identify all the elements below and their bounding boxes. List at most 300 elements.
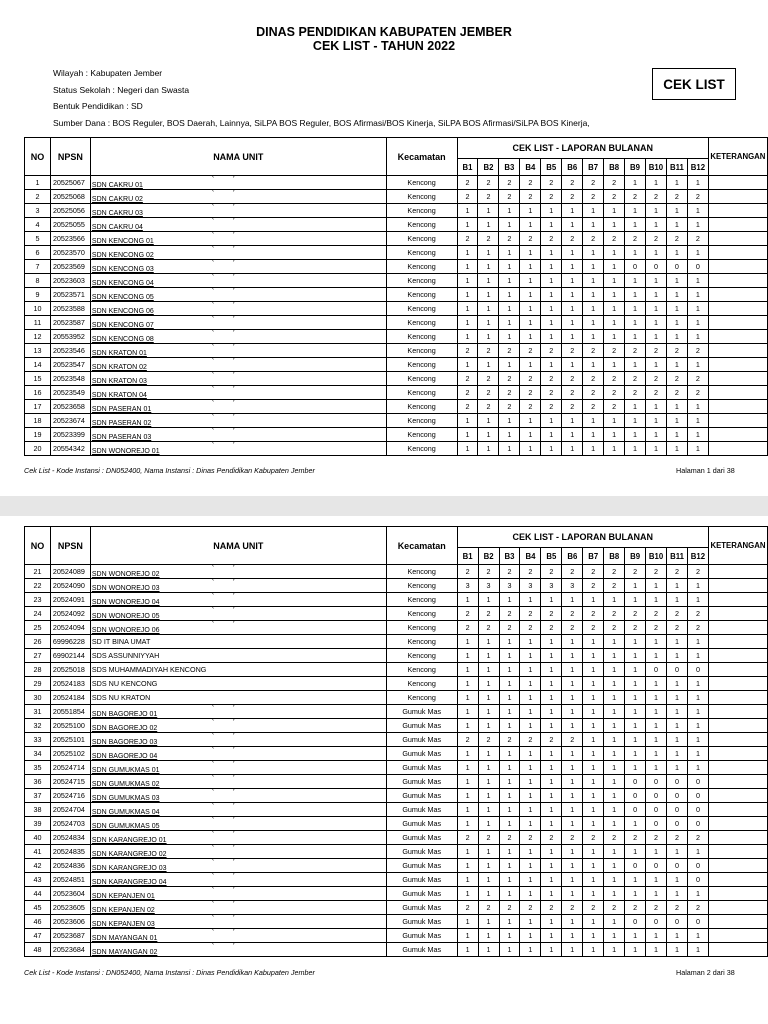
row-value-b4: 2 (520, 607, 541, 621)
unit-name: SDN PASERAN 01 (91, 406, 152, 413)
row-value-b3: 1 (499, 915, 520, 929)
unit-prefix (92, 316, 310, 320)
row-value-b4: 1 (520, 218, 541, 232)
row-value-b11: 1 (666, 288, 687, 302)
col-month-b5: B5 (541, 548, 562, 565)
row-nama-unit (90, 747, 386, 761)
row-value-b11: 1 (666, 302, 687, 316)
row-value-b2: 1 (478, 288, 499, 302)
row-value-b9: 2 (625, 607, 646, 621)
row-value-b9: 1 (625, 817, 646, 831)
row-keterangan (708, 232, 767, 246)
col-kecamatan: Kecamatan (386, 527, 457, 565)
row-kecamatan: Gumuk Mas (386, 929, 457, 943)
row-value-b10: 1 (646, 649, 667, 663)
row-value-b9: 1 (625, 873, 646, 887)
row-value-b5: 1 (541, 330, 562, 344)
row-nama-unit (90, 705, 386, 719)
row-value-b12: 2 (687, 386, 708, 400)
col-month-b10: B10 (646, 548, 667, 565)
row-kecamatan: Kencong (386, 677, 457, 691)
row-npsn: 20523587 (50, 316, 90, 330)
row-value-b10: 1 (646, 845, 667, 859)
row-value-b3: 1 (499, 677, 520, 691)
row-value-b12: 0 (687, 775, 708, 789)
row-kecamatan: Gumuk Mas (386, 943, 457, 957)
unit-name: SDN KARANGREJO 03 (91, 865, 167, 872)
row-value-b2: 2 (478, 901, 499, 915)
row-value-b7: 1 (583, 204, 604, 218)
row-value-b10: 1 (646, 691, 667, 705)
row-value-b12: 1 (687, 316, 708, 330)
row-value-b9: 1 (625, 302, 646, 316)
row-value-b6: 1 (562, 218, 583, 232)
row-no: 11 (25, 316, 51, 330)
row-value-b1: 1 (457, 915, 478, 929)
row-value-b7: 2 (583, 232, 604, 246)
row-value-b12: 0 (687, 260, 708, 274)
row-value-b1: 2 (457, 232, 478, 246)
row-value-b9: 1 (625, 733, 646, 747)
row-value-b11: 2 (667, 607, 688, 621)
row-value-b1: 1 (457, 719, 478, 733)
row-npsn: 20525067 (50, 176, 90, 190)
row-keterangan (708, 691, 767, 705)
row-nama-unit (90, 386, 386, 400)
row-nama-unit (90, 246, 386, 260)
row-nama-unit (90, 593, 386, 607)
col-month-b6: B6 (562, 548, 583, 565)
row-value-b7: 2 (583, 901, 604, 915)
unit-name: SDN BAGOREJO 03 (91, 739, 158, 746)
row-value-b1: 1 (457, 705, 478, 719)
unit-prefix (92, 190, 310, 194)
row-value-b10: 1 (645, 428, 666, 442)
row-nama-unit (90, 358, 386, 372)
row-npsn: 20524090 (50, 579, 90, 593)
row-value-b2: 1 (478, 845, 499, 859)
checklist-table-page-2 (24, 526, 768, 957)
row-value-b11: 2 (666, 232, 687, 246)
row-value-b10: 1 (645, 316, 666, 330)
row-value-b5: 1 (541, 677, 562, 691)
table-row (25, 775, 768, 789)
table-row (25, 817, 768, 831)
row-nama-unit (90, 579, 386, 593)
row-nama-unit (90, 887, 386, 901)
row-value-b8: 1 (604, 274, 625, 288)
row-value-b2: 1 (478, 246, 499, 260)
row-value-b6: 1 (562, 635, 583, 649)
row-npsn: 20525068 (50, 190, 90, 204)
checklist-table-page-1 (24, 137, 768, 456)
row-npsn: 20523687 (50, 929, 90, 943)
unit-prefix (92, 705, 310, 709)
row-value-b9: 1 (625, 274, 646, 288)
row-kecamatan: Gumuk Mas (386, 705, 457, 719)
row-value-b6: 1 (562, 442, 583, 456)
row-npsn: 20524091 (50, 593, 90, 607)
row-value-b4: 2 (520, 344, 541, 358)
row-value-b6: 1 (562, 747, 583, 761)
row-value-b12: 1 (687, 579, 708, 593)
unit-name: SDN KEPANJEN 01 (91, 893, 155, 900)
row-value-b3: 1 (499, 663, 520, 677)
row-value-b4: 1 (520, 789, 541, 803)
row-value-b4: 1 (520, 358, 541, 372)
row-value-b8: 2 (604, 232, 625, 246)
row-npsn: 20523549 (50, 386, 90, 400)
row-kecamatan: Kencong (386, 204, 457, 218)
row-value-b11: 1 (667, 579, 688, 593)
row-value-b9: 1 (625, 943, 646, 957)
info-sumber-dana: Sumber Dana : BOS Reguler, BOS Daerah, Lainnya, SiLPA BOS Reguler, BOS Afirmasi/BOS Kinerja, SiLPA BOS Afirmasi/SiLPA BOS Kinerja, (53, 118, 590, 128)
col-nama-unit: NAMA UNIT (90, 527, 386, 565)
row-value-b1: 1 (457, 442, 478, 456)
row-value-b5: 1 (541, 691, 562, 705)
row-value-b8: 1 (604, 859, 625, 873)
row-value-b2: 1 (478, 316, 499, 330)
row-value-b6: 1 (562, 330, 583, 344)
row-value-b5: 2 (541, 232, 562, 246)
unit-prefix (92, 831, 310, 835)
row-value-b10: 2 (645, 386, 666, 400)
row-value-b4: 2 (520, 386, 541, 400)
row-kecamatan: Kencong (386, 190, 457, 204)
unit-prefix (92, 803, 310, 807)
table-row (25, 677, 768, 691)
row-value-b12: 1 (687, 204, 708, 218)
unit-prefix (92, 372, 310, 376)
row-value-b10: 2 (645, 232, 666, 246)
row-keterangan (708, 386, 767, 400)
row-value-b7: 1 (583, 246, 604, 260)
row-value-b1: 1 (457, 803, 478, 817)
row-kecamatan: Gumuk Mas (386, 775, 457, 789)
unit-name: SDN WONOREJO 06 (91, 627, 160, 634)
row-npsn: 20523605 (50, 901, 90, 915)
row-npsn: 20524716 (50, 789, 90, 803)
row-keterangan (708, 358, 767, 372)
row-keterangan (708, 414, 767, 428)
row-value-b8: 2 (604, 190, 625, 204)
row-no: 15 (25, 372, 51, 386)
unit-name: SDN WONOREJO 02 (91, 571, 160, 578)
row-value-b4: 1 (520, 677, 541, 691)
row-value-b5: 1 (541, 859, 562, 873)
row-value-b7: 1 (583, 635, 604, 649)
row-npsn: 69996228 (50, 635, 90, 649)
table-row (25, 915, 768, 929)
row-value-b5: 2 (541, 831, 562, 845)
row-value-b10: 0 (646, 915, 667, 929)
row-value-b11: 1 (667, 649, 688, 663)
unit-prefix (92, 887, 310, 891)
row-value-b9: 1 (625, 761, 646, 775)
table-row (25, 372, 768, 386)
row-value-b10: 1 (646, 873, 667, 887)
row-no: 19 (25, 428, 51, 442)
row-value-b9: 1 (625, 204, 646, 218)
row-value-b12: 0 (687, 817, 708, 831)
row-value-b7: 1 (583, 845, 604, 859)
row-value-b11: 2 (667, 901, 688, 915)
row-value-b6: 2 (562, 831, 583, 845)
row-value-b11: 0 (667, 775, 688, 789)
row-nama-unit (90, 691, 386, 705)
row-nama-unit (90, 775, 386, 789)
row-value-b9: 1 (625, 747, 646, 761)
row-value-b12: 1 (687, 705, 708, 719)
row-value-b9: 1 (625, 929, 646, 943)
row-value-b3: 1 (499, 635, 520, 649)
row-value-b5: 1 (541, 414, 562, 428)
row-value-b12: 1 (687, 428, 708, 442)
row-value-b3: 1 (499, 330, 520, 344)
unit-prefix (92, 246, 310, 250)
row-value-b7: 1 (583, 775, 604, 789)
row-value-b4: 2 (520, 621, 541, 635)
row-value-b11: 2 (667, 621, 688, 635)
row-value-b3: 1 (499, 204, 520, 218)
row-no: 12 (25, 330, 51, 344)
row-value-b12: 0 (687, 789, 708, 803)
row-no: 45 (25, 901, 51, 915)
row-no: 25 (25, 621, 51, 635)
row-value-b1: 1 (457, 316, 478, 330)
col-month-b10: B10 (645, 159, 666, 176)
row-nama-unit (90, 859, 386, 873)
row-value-b1: 1 (457, 593, 478, 607)
row-nama-unit (90, 677, 386, 691)
table-row (25, 414, 768, 428)
table-row (25, 803, 768, 817)
row-no: 8 (25, 274, 51, 288)
col-no: NO (25, 138, 51, 176)
row-nama-unit (90, 176, 386, 190)
row-value-b9: 0 (625, 859, 646, 873)
row-value-b6: 1 (562, 677, 583, 691)
row-value-b12: 1 (687, 929, 708, 943)
row-no: 31 (25, 705, 51, 719)
row-value-b11: 1 (667, 635, 688, 649)
row-value-b8: 1 (604, 915, 625, 929)
row-value-b7: 2 (583, 344, 604, 358)
row-value-b1: 1 (457, 414, 478, 428)
row-kecamatan: Kencong (386, 621, 457, 635)
row-value-b10: 1 (645, 176, 666, 190)
row-no: 22 (25, 579, 51, 593)
row-value-b9: 1 (625, 176, 646, 190)
col-month-b8: B8 (604, 159, 625, 176)
row-value-b5: 1 (541, 260, 562, 274)
row-value-b6: 1 (562, 691, 583, 705)
row-kecamatan: Gumuk Mas (386, 915, 457, 929)
row-value-b3: 1 (499, 274, 520, 288)
row-npsn: 20524714 (50, 761, 90, 775)
row-value-b12: 0 (687, 803, 708, 817)
row-keterangan (708, 218, 767, 232)
row-value-b2: 1 (478, 442, 499, 456)
row-value-b1: 1 (457, 859, 478, 873)
row-no: 5 (25, 232, 51, 246)
unit-prefix (92, 845, 310, 849)
row-value-b1: 1 (457, 358, 478, 372)
row-value-b1: 1 (457, 929, 478, 943)
row-value-b9: 1 (625, 400, 646, 414)
row-value-b2: 1 (478, 428, 499, 442)
row-keterangan (708, 775, 767, 789)
row-value-b12: 2 (687, 344, 708, 358)
row-value-b2: 2 (478, 607, 499, 621)
row-keterangan (708, 400, 767, 414)
row-value-b9: 1 (625, 705, 646, 719)
row-value-b2: 1 (478, 302, 499, 316)
row-value-b6: 1 (562, 663, 583, 677)
row-npsn: 20525055 (50, 218, 90, 232)
row-value-b8: 1 (604, 635, 625, 649)
row-value-b3: 1 (499, 747, 520, 761)
row-kecamatan: Kencong (386, 400, 457, 414)
row-value-b12: 1 (687, 733, 708, 747)
row-value-b2: 1 (478, 593, 499, 607)
row-npsn: 20525100 (50, 719, 90, 733)
row-value-b2: 2 (478, 344, 499, 358)
row-value-b5: 1 (541, 274, 562, 288)
row-value-b8: 1 (604, 204, 625, 218)
unit-prefix (92, 915, 310, 919)
row-value-b6: 1 (562, 775, 583, 789)
row-value-b1: 1 (457, 635, 478, 649)
row-value-b10: 1 (646, 887, 667, 901)
row-value-b10: 0 (646, 789, 667, 803)
row-value-b4: 2 (520, 733, 541, 747)
row-nama-unit (90, 761, 386, 775)
unit-name: SDN KEPANJEN 03 (91, 921, 155, 928)
row-value-b7: 1 (583, 442, 604, 456)
row-kecamatan: Kencong (386, 565, 457, 579)
table-row (25, 316, 768, 330)
row-no: 18 (25, 414, 51, 428)
unit-name: SDN KENCONG 02 (91, 252, 154, 259)
row-npsn: 20524836 (50, 859, 90, 873)
row-npsn: 20523546 (50, 344, 90, 358)
row-value-b6: 1 (562, 943, 583, 957)
row-value-b2: 1 (478, 761, 499, 775)
row-nama-unit (90, 316, 386, 330)
row-nama-unit (90, 845, 386, 859)
row-value-b7: 1 (583, 705, 604, 719)
row-keterangan (708, 330, 767, 344)
row-value-b5: 1 (541, 929, 562, 943)
row-value-b3: 1 (499, 218, 520, 232)
row-value-b2: 1 (478, 677, 499, 691)
row-value-b7: 1 (583, 803, 604, 817)
row-value-b3: 1 (499, 859, 520, 873)
unit-name: SDN CAKRU 02 (91, 196, 143, 203)
row-nama-unit (90, 817, 386, 831)
row-value-b4: 1 (520, 204, 541, 218)
row-value-b8: 2 (604, 176, 625, 190)
document-subtitle: CEK LIST - TAHUN 2022 (312, 39, 456, 53)
row-value-b7: 1 (583, 915, 604, 929)
row-no: 26 (25, 635, 51, 649)
row-value-b9: 2 (625, 831, 646, 845)
row-npsn: 20551854 (50, 705, 90, 719)
row-value-b10: 1 (645, 358, 666, 372)
row-value-b8: 1 (604, 288, 625, 302)
table-row (25, 274, 768, 288)
row-value-b7: 2 (583, 607, 604, 621)
row-value-b12: 0 (687, 915, 708, 929)
row-keterangan (708, 428, 767, 442)
row-value-b7: 2 (583, 400, 604, 414)
row-keterangan (708, 719, 767, 733)
row-value-b4: 1 (520, 929, 541, 943)
row-value-b1: 1 (457, 873, 478, 887)
table-row (25, 218, 768, 232)
row-nama-unit (90, 663, 386, 677)
row-value-b9: 2 (625, 190, 646, 204)
row-value-b8: 1 (604, 358, 625, 372)
row-value-b5: 1 (541, 915, 562, 929)
row-value-b1: 2 (457, 565, 478, 579)
row-value-b4: 2 (520, 831, 541, 845)
row-value-b12: 2 (687, 831, 708, 845)
row-value-b1: 1 (457, 246, 478, 260)
row-value-b4: 1 (520, 761, 541, 775)
unit-name: SDN WONOREJO 04 (91, 599, 160, 606)
unit-prefix (92, 218, 310, 222)
row-value-b4: 2 (520, 372, 541, 386)
unit-name: SDN MAYANGAN 02 (91, 949, 158, 956)
row-value-b2: 1 (478, 358, 499, 372)
row-value-b7: 1 (583, 789, 604, 803)
row-value-b4: 1 (520, 705, 541, 719)
row-no: 41 (25, 845, 51, 859)
row-nama-unit (90, 302, 386, 316)
unit-prefix (92, 873, 310, 877)
row-value-b4: 1 (520, 635, 541, 649)
table-row (25, 705, 768, 719)
unit-name: SDN WONOREJO 05 (91, 613, 160, 620)
unit-prefix (92, 901, 310, 905)
row-value-b6: 2 (562, 386, 583, 400)
row-value-b3: 2 (499, 831, 520, 845)
row-value-b9: 2 (625, 901, 646, 915)
row-value-b7: 1 (583, 260, 604, 274)
row-kecamatan: Gumuk Mas (386, 803, 457, 817)
row-value-b7: 2 (583, 831, 604, 845)
row-value-b2: 1 (478, 775, 499, 789)
row-value-b3: 1 (499, 442, 520, 456)
row-value-b3: 2 (499, 607, 520, 621)
row-value-b8: 2 (604, 372, 625, 386)
row-kecamatan: Kencong (386, 176, 457, 190)
col-month-b11: B11 (667, 548, 688, 565)
table-row (25, 943, 768, 957)
row-keterangan (708, 901, 767, 915)
row-value-b6: 1 (562, 649, 583, 663)
row-value-b10: 1 (646, 943, 667, 957)
row-npsn: 20525102 (50, 747, 90, 761)
row-no: 43 (25, 873, 51, 887)
row-value-b10: 1 (645, 274, 666, 288)
row-value-b10: 2 (645, 344, 666, 358)
row-value-b6: 1 (562, 204, 583, 218)
unit-name: SDN KRATON 04 (91, 392, 147, 399)
row-nama-unit (90, 803, 386, 817)
